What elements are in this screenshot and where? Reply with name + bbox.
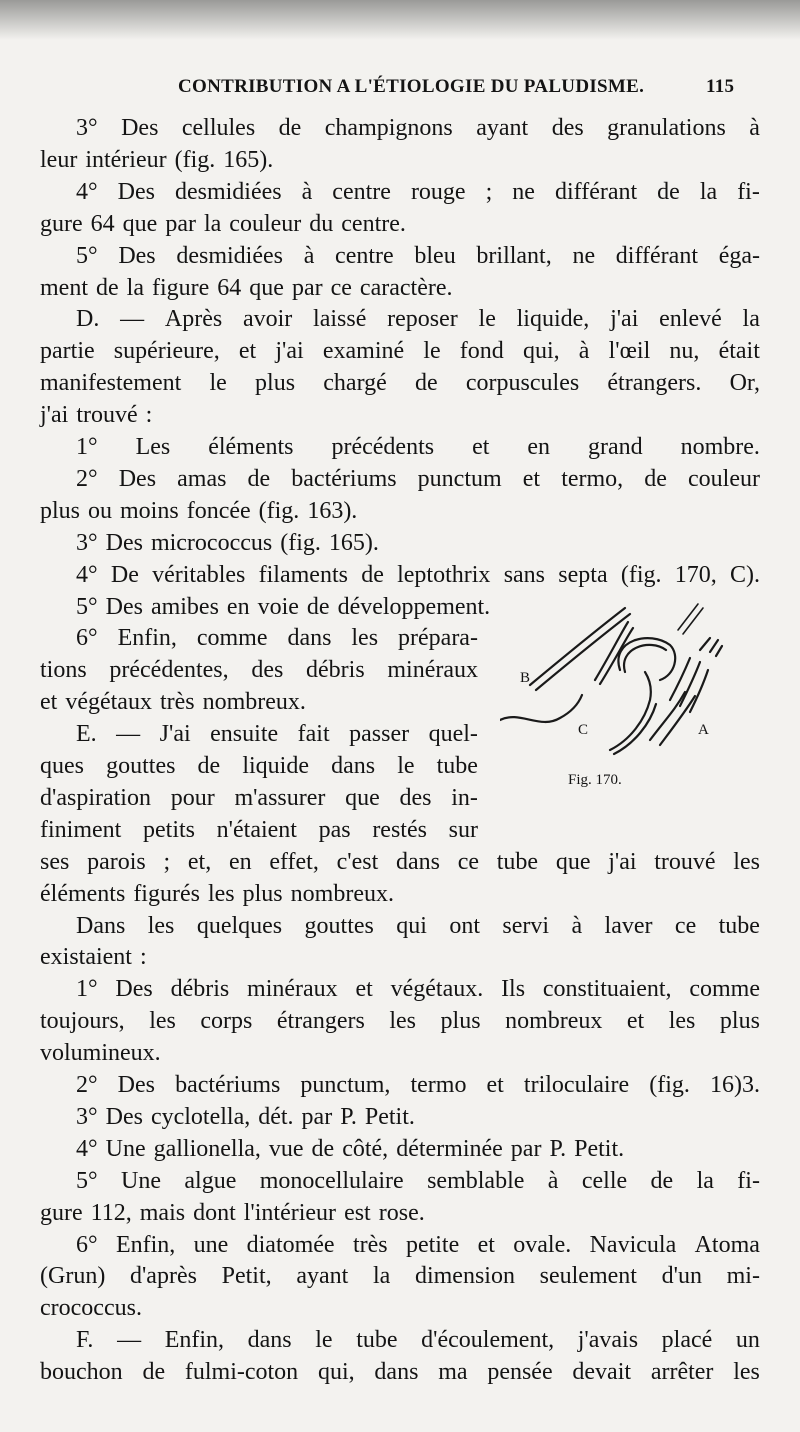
text-line: existaient : — [40, 944, 147, 971]
text-line: 4° Des desmidiées à centre rouge ; ne différant de la fi- — [76, 178, 760, 205]
text-line: volumineux. — [40, 1040, 161, 1067]
text-line: toujours, les corps étrangers les plus nombreux et les plus — [40, 1008, 760, 1035]
filament-b3 — [595, 622, 628, 680]
text-line: crococcus. — [40, 1295, 142, 1322]
text-line: F. — Enfin, dans le tube d'écoulement, j'avais placé un — [76, 1327, 760, 1354]
text-line: d'aspiration pour m'assurer que des in- — [40, 784, 478, 811]
text-line: gure 112, mais dont l'intérieur est rose. — [40, 1199, 425, 1226]
text-line: éléments figurés les plus nombreux. — [40, 880, 394, 907]
running-header — [0, 76, 800, 106]
text-line: j'ai trouvé : — [40, 402, 153, 429]
text-line: 1° Des débris minéraux et végétaux. Ils constituaient, comme — [76, 976, 760, 1003]
text-line: et végétaux très nombreux. — [40, 689, 306, 716]
text-line: 3° Des micrococcus (fig. 165). — [76, 529, 379, 556]
text-line: leur intérieur (fig. 165). — [40, 146, 274, 173]
text-line: ment de la figure 64 que par ce caractère. — [40, 274, 453, 301]
text-line: D. — Après avoir laissé reposer le liquide, j'ai enlevé la — [76, 306, 760, 333]
text-line: bouchon de fulmi-coton qui, dans ma pensée devait arrêter les — [40, 1359, 760, 1386]
text-line: 1° Les éléments précédents et en grand nombre. — [76, 434, 760, 460]
text-line: plus ou moins foncée (fig. 163). — [40, 497, 358, 524]
figure-170 — [500, 600, 770, 800]
text-line: ses parois ; et, en effet, c'est dans ce tube que j'ai trouvé les — [40, 848, 760, 875]
text-line: tions précédentes, des débris minéraux — [40, 657, 478, 684]
label-a: A — [698, 722, 709, 738]
text-line: 2° Des bactériums punctum, termo et triloculaire (fig. 16)3. — [76, 1072, 760, 1098]
text-line: 6° Enfin, comme dans les prépara- — [76, 625, 478, 652]
text-line: Dans les quelques gouttes qui ont servi à laver ce tube — [76, 912, 760, 939]
text-line: (Grun) d'après Petit, ayant la dimension seulement d'un mi- — [40, 1263, 760, 1290]
text-line: partie supérieure, et j'ai examiné le fond qui, à l'œil nu, était — [40, 338, 760, 365]
text-line: 3° Des cyclotella, dét. par P. Petit. — [76, 1103, 415, 1130]
text-line: 5° Des amibes en voie de développement. — [76, 593, 491, 620]
label-c: C — [578, 722, 589, 738]
scan-edge-shadow — [0, 0, 800, 40]
text-line: ques gouttes de liquide dans le tube — [40, 753, 478, 779]
text-line: 3° Des cellules de champignons ayant des granulations à — [76, 115, 760, 141]
figure-caption: Fig. 170. — [568, 772, 622, 788]
text-line: 5° Des desmidiées à centre bleu brillant, ne différant éga- — [76, 242, 760, 269]
text-line: 4° Une gallionella, vue de côté, déterminée par P. Petit. — [76, 1135, 625, 1162]
filament-b1 — [530, 608, 625, 685]
page-number: 115 — [706, 76, 735, 97]
text-line: 4° De véritables filaments de leptothrix sans septa (fig. 170, C). — [76, 561, 760, 588]
label-b: B — [520, 670, 531, 686]
text-line: 6° Enfin, une diatomée très petite et ovale. Navicula Atoma — [76, 1231, 760, 1258]
leptothrix-filaments-drawing — [500, 600, 770, 800]
text-line: finiment petits n'étaient pas restés sur — [40, 816, 478, 843]
text-line: E. — J'ai ensuite fait passer quel- — [76, 721, 478, 748]
text-line: 5° Une algue monocellulaire semblable à celle de la fi- — [76, 1167, 760, 1194]
text-line: 2° Des amas de bactériums punctum et termo, de couleur — [76, 465, 760, 492]
header-title: CONTRIBUTION A L'ÉTIOLOGIE DU PALUDISME. — [178, 76, 645, 97]
text-line: manifestement le plus chargé de corpuscules étrangers. Or, — [40, 370, 760, 397]
text-line: gure 64 que par la couleur du centre. — [40, 210, 406, 237]
filament-c — [500, 695, 582, 722]
filament-b2 — [536, 614, 630, 690]
